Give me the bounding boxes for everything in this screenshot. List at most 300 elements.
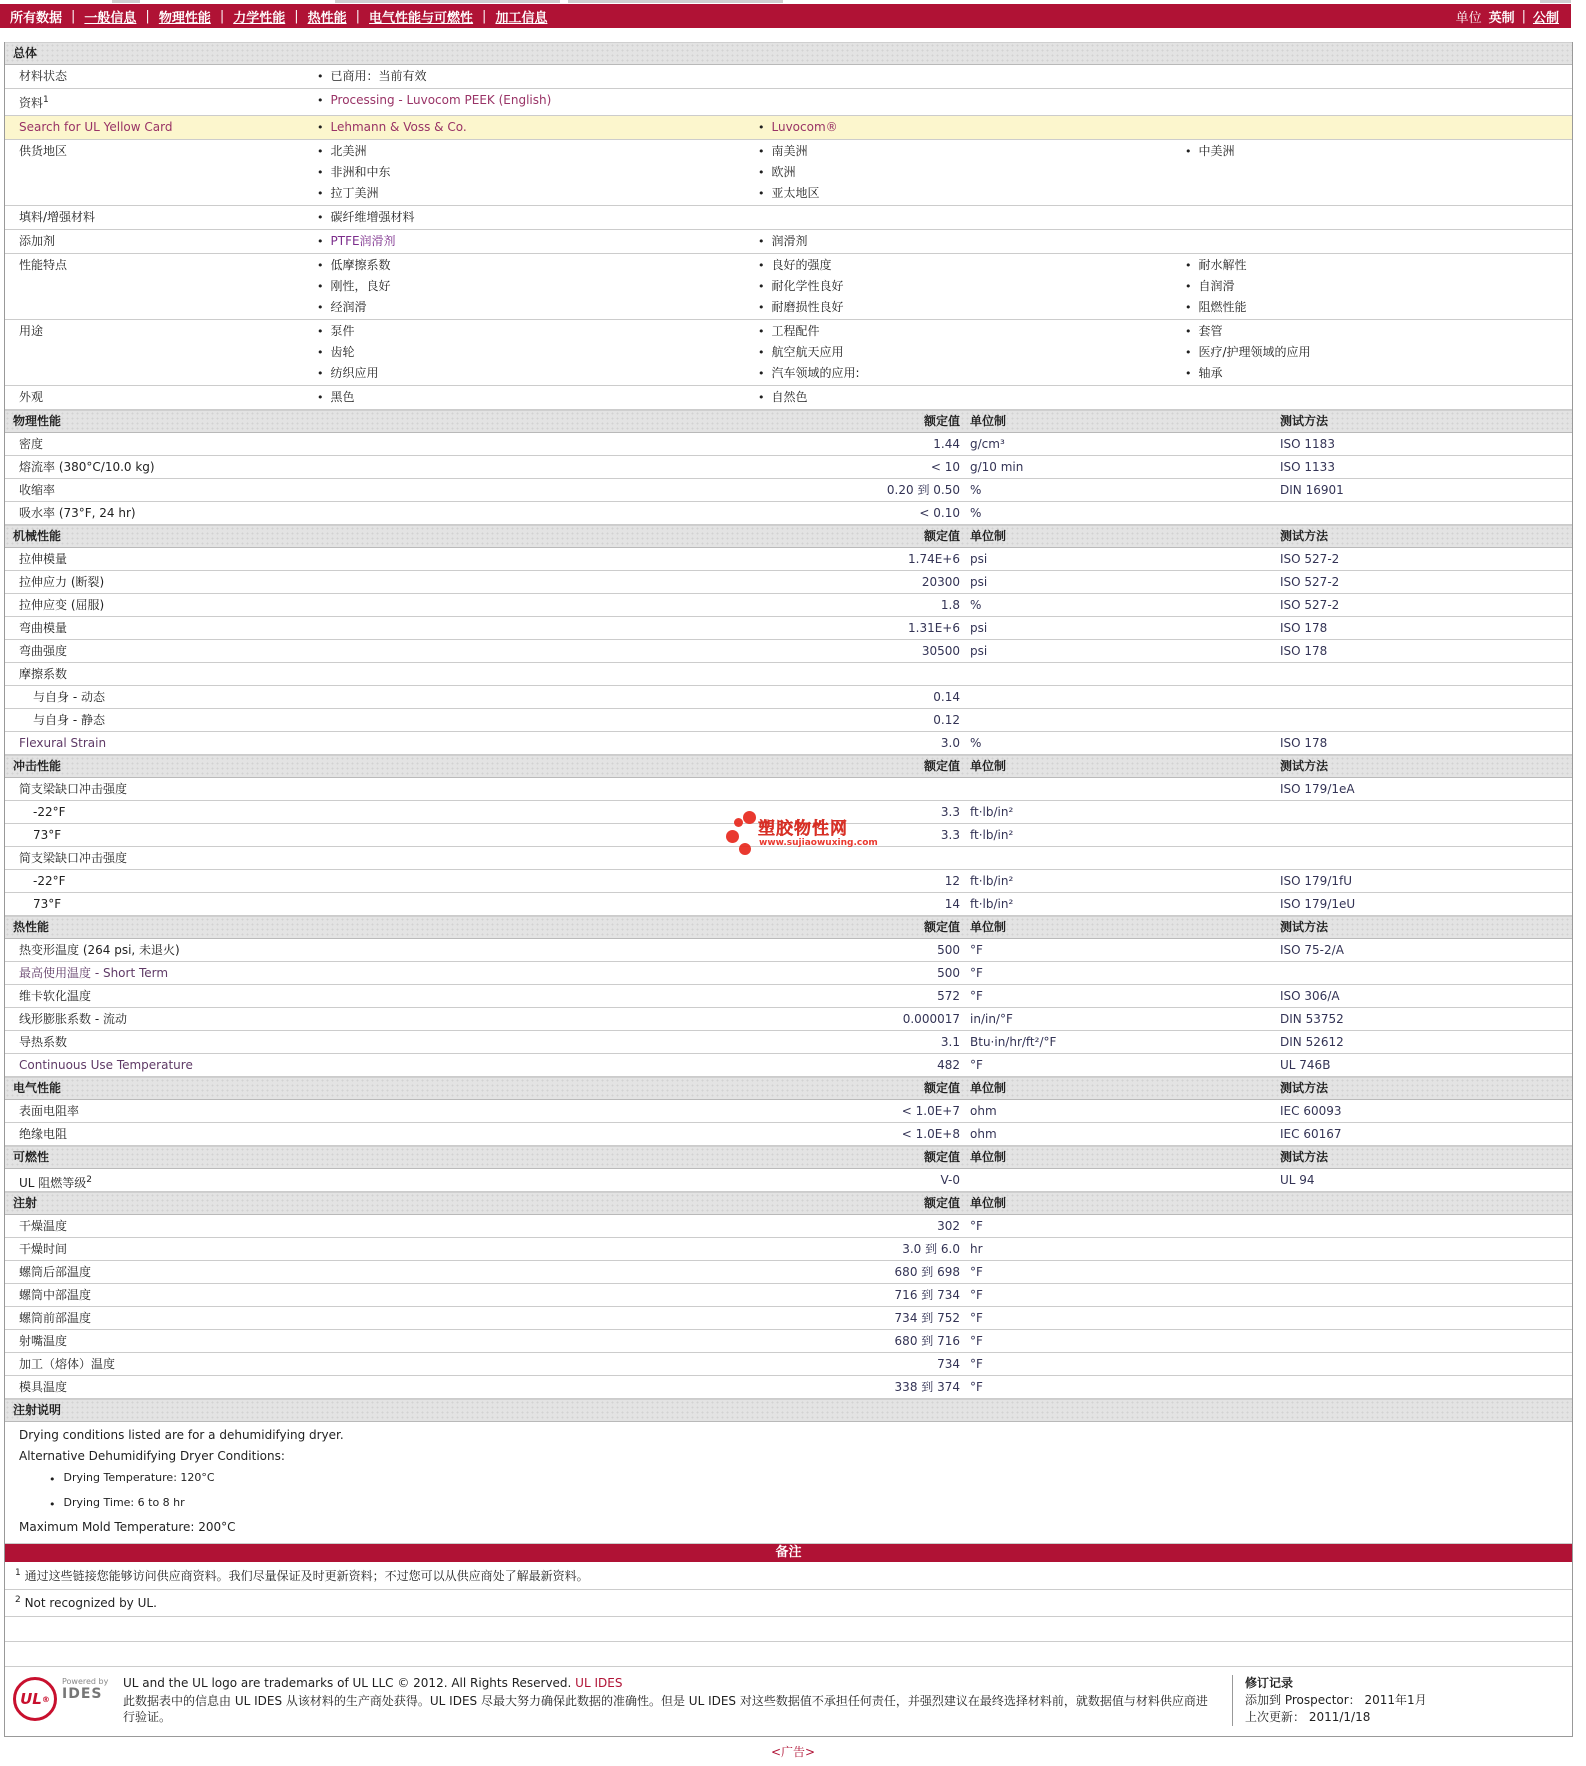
remarks-title: 备注 — [775, 1545, 802, 1560]
property-label-text: 摩擦系数 — [19, 667, 68, 681]
list-item-text: 齿轮 — [330, 345, 355, 359]
property-unit: % — [970, 598, 982, 612]
property-unit: °F — [970, 966, 983, 980]
bullet-icon: • — [758, 325, 765, 338]
general-col — [758, 116, 1185, 139]
bullet-icon: • — [758, 346, 765, 359]
property-unit: Btu·in/hr/ft²/°F — [970, 1035, 1057, 1049]
note-line — [5, 1425, 1572, 1446]
list-item — [317, 387, 758, 408]
column-header-unit: 单位制 — [970, 920, 1007, 934]
revision-label: 添加到 Prospector： — [1245, 1693, 1361, 1707]
property-label-text: 73°F — [33, 897, 62, 911]
column-header-value: 额定值 — [923, 1081, 960, 1095]
nav-item-3[interactable]: 力学性能 — [233, 10, 286, 26]
property-label-text: 73°F — [33, 828, 62, 842]
property-label — [5, 640, 67, 662]
list-item — [317, 207, 758, 228]
property-label-text: UL 阻燃等级 — [19, 1176, 87, 1190]
row-label-text: 用途 — [19, 324, 44, 338]
list-item-text: 中美洲 — [1198, 144, 1235, 158]
revision-row — [1245, 1692, 1572, 1709]
property-value: < 0.10 — [919, 506, 960, 520]
row-label-text: 添加剂 — [19, 234, 56, 248]
tab-edge-chip — [1540, 0, 1571, 3]
list-item — [1185, 342, 1572, 363]
test-method: ISO 75-2/A — [1280, 943, 1344, 957]
property-row — [5, 1031, 1572, 1054]
list-item — [758, 363, 1185, 384]
property-row — [5, 479, 1572, 502]
nav-item-1[interactable]: 一般信息 — [84, 10, 137, 26]
property-label-text: 射嘴温度 — [19, 1334, 68, 1348]
bullet-icon: • — [49, 1498, 56, 1511]
property-label — [5, 709, 105, 731]
property-label — [5, 479, 55, 501]
bullet-icon: • — [317, 94, 324, 107]
test-method: ISO 527-2 — [1280, 598, 1340, 612]
general-col — [1185, 206, 1572, 229]
footnote-row — [5, 1562, 1572, 1590]
list-item — [758, 183, 1185, 204]
property-unit: ft·lb/in² — [970, 874, 1014, 888]
property-label-text: 收缩率 — [19, 483, 56, 497]
property-label-text: 弯曲模量 — [19, 621, 68, 635]
list-item-text[interactable]: PTFE润滑剂 — [330, 234, 396, 248]
property-value: 14 — [944, 897, 960, 911]
property-label — [5, 1353, 115, 1375]
footer — [5, 1667, 1572, 1736]
property-row — [5, 1330, 1572, 1353]
property-row — [5, 824, 1572, 847]
property-row — [5, 709, 1572, 732]
bullet-icon: • — [1185, 367, 1192, 380]
list-item — [1185, 141, 1572, 162]
property-label — [5, 870, 66, 892]
nav-separator: | — [145, 8, 150, 24]
property-row — [5, 433, 1572, 456]
list-item — [758, 387, 1185, 408]
list-item-text: 套管 — [1198, 324, 1223, 338]
nav-separator: | — [219, 8, 225, 24]
property-label — [5, 456, 155, 478]
section-header — [5, 525, 1572, 548]
property-row — [5, 847, 1572, 870]
property-label-text: 螺筒后部温度 — [19, 1265, 92, 1279]
revision-record — [1232, 1675, 1572, 1726]
nav-separator: | — [71, 8, 76, 24]
property-label-text: 热变形温度 (264 psi, 未退火) — [19, 943, 180, 957]
column-header-unit: 单位制 — [970, 1196, 1007, 1210]
list-item — [317, 342, 758, 363]
column-header-method: 测试方法 — [1280, 920, 1329, 934]
property-row — [5, 456, 1572, 479]
list-item-text: 碳纤维增强材料 — [330, 210, 415, 224]
property-label-text[interactable]: 最高使用温度 - Short Term — [19, 966, 169, 980]
bullet-icon: • — [317, 145, 324, 158]
row-label — [5, 65, 317, 88]
bullet-icon: • — [1185, 259, 1192, 272]
property-unit: ft·lb/in² — [970, 897, 1014, 911]
footer-disclaimer-cn: 此数据表中的信息由 UL IDES 从该材料的生产商处获得。UL IDES 尽最大努力确保此数据的准确性。但是 UL IDES 对这些数据值不承担任何责任，并强烈建议在最终选择材料前，就数据值与材料供应商进行验证。 — [123, 1694, 1208, 1724]
list-item — [1185, 321, 1572, 342]
test-method: IEC 60093 — [1280, 1104, 1342, 1118]
test-method: UL 746B — [1280, 1058, 1331, 1072]
general-row — [5, 254, 1572, 320]
footnote-ref: 2 — [86, 1175, 93, 1185]
bullet-icon: • — [758, 166, 765, 179]
ad-link[interactable]: <广告> — [770, 1745, 816, 1759]
property-unit: % — [970, 736, 982, 750]
list-item — [317, 255, 758, 276]
general-col — [317, 140, 758, 205]
section-title: 机械性能 — [13, 529, 62, 543]
property-value: 3.3 — [940, 805, 960, 819]
property-value: 12 — [944, 874, 960, 888]
column-header-unit: 单位制 — [970, 1150, 1007, 1164]
note-line — [5, 1446, 1572, 1467]
general-col — [317, 230, 758, 253]
powered-by-label: Powered by — [62, 1677, 109, 1686]
test-method: ISO 178 — [1280, 621, 1328, 635]
property-row — [5, 1169, 1572, 1192]
property-label-text: 简支梁缺口冲击强度 — [19, 851, 128, 865]
column-header-unit: 单位制 — [970, 529, 1007, 543]
nav-item-5[interactable]: 电气性能与可燃性 — [369, 10, 474, 26]
list-item — [1185, 363, 1572, 384]
property-label — [5, 732, 106, 754]
property-value: 1.8 — [940, 598, 960, 612]
row-label — [5, 386, 317, 409]
property-label-text: 模具温度 — [19, 1380, 68, 1394]
list-item-text: 非洲和中东 — [330, 165, 391, 179]
unit-metric-link[interactable]: 公制 — [1532, 10, 1559, 26]
property-label-text: 密度 — [19, 437, 44, 451]
property-row — [5, 1307, 1572, 1330]
bullet-icon: • — [317, 391, 324, 404]
nav-item-2[interactable]: 物理性能 — [158, 10, 211, 26]
property-label — [5, 1261, 91, 1283]
list-item — [758, 162, 1185, 183]
property-value: 1.74E+6 — [908, 552, 960, 566]
property-label — [5, 1307, 91, 1329]
property-unit: % — [970, 483, 982, 497]
column-header-unit: 单位制 — [970, 414, 1007, 428]
section-header — [5, 1146, 1572, 1169]
property-row — [5, 939, 1572, 962]
list-item — [317, 162, 758, 183]
property-label-text: 与自身 - 静态 — [33, 713, 105, 727]
bullet-icon: • — [758, 301, 765, 314]
property-label — [5, 594, 104, 616]
property-row — [5, 1353, 1572, 1376]
property-row — [5, 663, 1572, 686]
row-label-text: 性能特点 — [19, 258, 68, 272]
ul-ides-logo — [13, 1675, 123, 1726]
bullet-icon: • — [317, 211, 324, 224]
bullet-icon: • — [1185, 280, 1192, 293]
property-sections — [5, 410, 1572, 1399]
footnote-number: 1 — [15, 1568, 21, 1578]
property-label-text: 熔流率 (380°C/10.0 kg) — [19, 460, 155, 474]
bullet-icon: • — [317, 235, 324, 248]
section-title: 可燃性 — [13, 1150, 50, 1164]
general-row — [5, 116, 1572, 140]
property-row — [5, 732, 1572, 755]
column-header-method: 测试方法 — [1280, 759, 1329, 773]
note-text: Drying conditions listed are for a dehumidifying dryer. — [19, 1428, 344, 1442]
list-item — [1185, 297, 1572, 318]
property-row — [5, 502, 1572, 525]
property-row — [5, 617, 1572, 640]
general-col — [317, 254, 758, 319]
property-row — [5, 1054, 1572, 1077]
property-value: 482 — [937, 1058, 960, 1072]
bullet-icon: • — [758, 121, 765, 134]
property-row — [5, 1261, 1572, 1284]
general-col — [758, 254, 1185, 319]
general-col — [317, 206, 758, 229]
property-label — [5, 1238, 67, 1260]
general-row — [5, 89, 1572, 116]
row-label — [5, 89, 317, 115]
list-item — [758, 321, 1185, 342]
nav-item-6[interactable]: 加工信息 — [495, 10, 548, 26]
nav-menu — [0, 7, 1456, 26]
property-value: 20300 — [921, 575, 960, 589]
nav-item-4[interactable]: 热性能 — [307, 10, 347, 26]
ul-ides-link[interactable]: UL IDES — [575, 1676, 623, 1690]
property-unit: ohm — [970, 1104, 997, 1118]
property-unit: in/in/°F — [970, 1012, 1013, 1026]
ides-label: IDES — [62, 1686, 103, 1702]
test-method: DIN 52612 — [1280, 1035, 1344, 1049]
general-col — [758, 89, 1185, 115]
property-label-text: 表面电阻率 — [19, 1104, 80, 1118]
property-value: 1.31E+6 — [908, 621, 960, 635]
ul-logo-text: UL — [20, 1690, 42, 1708]
property-row — [5, 640, 1572, 663]
row-label-text: 供货地区 — [19, 144, 68, 158]
section-header — [5, 755, 1572, 778]
property-label — [5, 847, 127, 869]
property-unit: hr — [970, 1242, 983, 1256]
property-value: 30500 — [921, 644, 960, 658]
property-value: 680 到 716 — [894, 1334, 960, 1348]
bullet-icon: • — [317, 70, 324, 83]
revision-row — [1245, 1709, 1572, 1726]
list-item-text: 已商用：当前有效 — [330, 69, 427, 83]
list-item — [758, 297, 1185, 318]
property-label — [5, 801, 66, 823]
property-value: 3.3 — [940, 828, 960, 842]
property-label — [5, 663, 67, 685]
general-col — [1185, 386, 1572, 409]
property-value: < 1.0E+7 — [901, 1104, 960, 1118]
datasheet-table — [4, 42, 1573, 1737]
property-unit: °F — [970, 1334, 983, 1348]
general-row — [5, 386, 1572, 410]
property-value: 338 到 374 — [894, 1380, 960, 1394]
property-row — [5, 893, 1572, 916]
test-method: ISO 1183 — [1280, 437, 1335, 451]
general-col — [317, 89, 758, 115]
property-label-text: -22°F — [33, 805, 66, 819]
column-header-method: 测试方法 — [1280, 1081, 1329, 1095]
list-item — [317, 276, 758, 297]
property-row — [5, 1008, 1572, 1031]
bullet-icon: • — [49, 1473, 56, 1486]
test-method: IEC 60167 — [1280, 1127, 1342, 1141]
property-label — [5, 962, 168, 984]
property-label-text: 简支梁缺口冲击强度 — [19, 782, 128, 796]
bullet-icon: • — [1185, 301, 1192, 314]
property-label-text: 干燥时间 — [19, 1242, 68, 1256]
column-header-value: 额定值 — [923, 414, 960, 428]
property-label-text: 与自身 - 动态 — [33, 690, 105, 704]
test-method: ISO 178 — [1280, 736, 1328, 750]
list-item-text: 润滑剂 — [771, 234, 808, 248]
general-section — [5, 42, 1572, 410]
general-col — [1185, 320, 1572, 385]
list-item-text: 阻燃性能 — [1198, 300, 1247, 314]
list-item-text[interactable]: Processing - Luvocom PEEK (English) — [330, 93, 552, 107]
property-value: 500 — [937, 966, 960, 980]
property-label-text: 绝缘电阻 — [19, 1127, 68, 1141]
row-label — [5, 254, 317, 319]
property-value: V-0 — [940, 1173, 960, 1187]
list-item-text[interactable]: Lehmann & Voss & Co. — [330, 120, 467, 134]
tab-edge-chip — [335, 0, 560, 3]
row-label — [5, 206, 317, 229]
section-header — [5, 1192, 1572, 1215]
property-value: 0.20 到 0.50 — [886, 483, 960, 497]
footnote-ref: 1 — [43, 95, 49, 105]
bullet-icon: • — [1185, 346, 1192, 359]
remarks-bar — [5, 1544, 1572, 1562]
property-label-text: 弯曲强度 — [19, 644, 68, 658]
list-item-text: 纺织应用 — [330, 366, 379, 380]
revision-label: 上次更新： — [1245, 1710, 1306, 1724]
property-label — [5, 824, 61, 846]
general-col — [758, 140, 1185, 205]
property-label — [5, 778, 127, 800]
top-navbar — [0, 4, 1571, 28]
column-header-value: 额定值 — [923, 529, 960, 543]
list-item — [317, 90, 758, 111]
list-item — [317, 363, 758, 384]
nav-item-0[interactable]: 所有数据 — [10, 10, 63, 26]
property-label — [5, 1008, 127, 1030]
property-label — [5, 548, 67, 570]
general-col — [758, 320, 1185, 385]
list-item-text: 低摩擦系数 — [330, 258, 391, 272]
column-header-method: 测试方法 — [1280, 529, 1329, 543]
column-header-value: 额定值 — [923, 759, 960, 773]
list-item — [317, 231, 758, 252]
bullet-icon: • — [317, 259, 324, 272]
general-col — [317, 320, 758, 385]
footnote-number: 2 — [15, 1595, 21, 1605]
property-value: 716 到 734 — [894, 1288, 960, 1302]
bullet-icon: • — [758, 367, 765, 380]
list-item-text: 欧洲 — [771, 165, 796, 179]
general-col — [317, 65, 758, 88]
property-unit: °F — [970, 1311, 983, 1325]
section-title: 注射 — [13, 1196, 38, 1210]
property-label-text: 维卡软化温度 — [19, 989, 92, 1003]
ides-brand — [62, 1677, 108, 1702]
property-value: 572 — [937, 989, 960, 1003]
list-item — [758, 141, 1185, 162]
property-label — [5, 1330, 67, 1352]
ad-row — [0, 1743, 1586, 1760]
property-row — [5, 985, 1572, 1008]
test-method: ISO 179/1fU — [1280, 874, 1353, 888]
list-item-text: 医疗/护理领域的应用 — [1198, 345, 1311, 359]
general-col — [1185, 230, 1572, 253]
test-method: DIN 16901 — [1280, 483, 1344, 497]
property-row — [5, 571, 1572, 594]
spacer-row — [5, 1617, 1572, 1642]
general-col — [317, 386, 758, 409]
bullet-icon: • — [758, 391, 765, 404]
property-value: 734 — [937, 1357, 960, 1371]
section-title: 电气性能 — [13, 1081, 62, 1095]
general-col — [1185, 65, 1572, 88]
nav-separator: | — [355, 8, 361, 24]
property-label — [5, 433, 43, 455]
revision-title: 修订记录 — [1245, 1676, 1294, 1690]
tab-edge-chip — [112, 0, 140, 3]
property-value: 500 — [937, 943, 960, 957]
general-col — [1185, 89, 1572, 115]
property-label-text[interactable]: Flexural Strain — [19, 736, 107, 750]
list-item — [1185, 276, 1572, 297]
property-label — [5, 1100, 79, 1122]
property-label — [5, 985, 91, 1007]
row-label-text[interactable]: Search for UL Yellow Card — [19, 120, 173, 134]
general-col — [317, 116, 758, 139]
property-label — [5, 1169, 92, 1194]
nav-separator: | — [294, 8, 299, 24]
revision-value: 2011/1/18 — [1308, 1710, 1371, 1724]
property-label-text: 加工（熔体）温度 — [19, 1357, 116, 1371]
bullet-icon: • — [1185, 145, 1192, 158]
property-unit: ft·lb/in² — [970, 828, 1014, 842]
note-text: Alternative Dehumidifying Dryer Conditions: — [19, 1449, 285, 1463]
property-label-text: 吸水率 (73°F, 24 hr) — [19, 506, 136, 520]
property-label-text[interactable]: Continuous Use Temperature — [19, 1058, 193, 1072]
row-label — [5, 320, 317, 385]
property-label — [5, 571, 104, 593]
general-row — [5, 140, 1572, 206]
list-item-text[interactable]: Luvocom® — [771, 120, 838, 134]
property-unit: psi — [970, 621, 988, 635]
property-label-text: 拉伸应力 (断裂) — [19, 575, 105, 589]
column-header-value: 额定值 — [923, 1196, 960, 1210]
list-item — [758, 342, 1185, 363]
property-unit: ft·lb/in² — [970, 805, 1014, 819]
property-value: 0.14 — [933, 690, 960, 704]
list-item — [317, 297, 758, 318]
list-item — [317, 117, 758, 138]
unit-switcher — [1456, 7, 1571, 26]
injection-notes-title: 注射说明 — [13, 1403, 62, 1417]
list-item-text: 汽车领域的应用: — [771, 366, 860, 380]
footer-trademark-text: UL and the UL logo are trademarks of UL LLC © 2012. All Rights Reserved. — [123, 1676, 576, 1690]
column-header-unit: 单位制 — [970, 1081, 1007, 1095]
